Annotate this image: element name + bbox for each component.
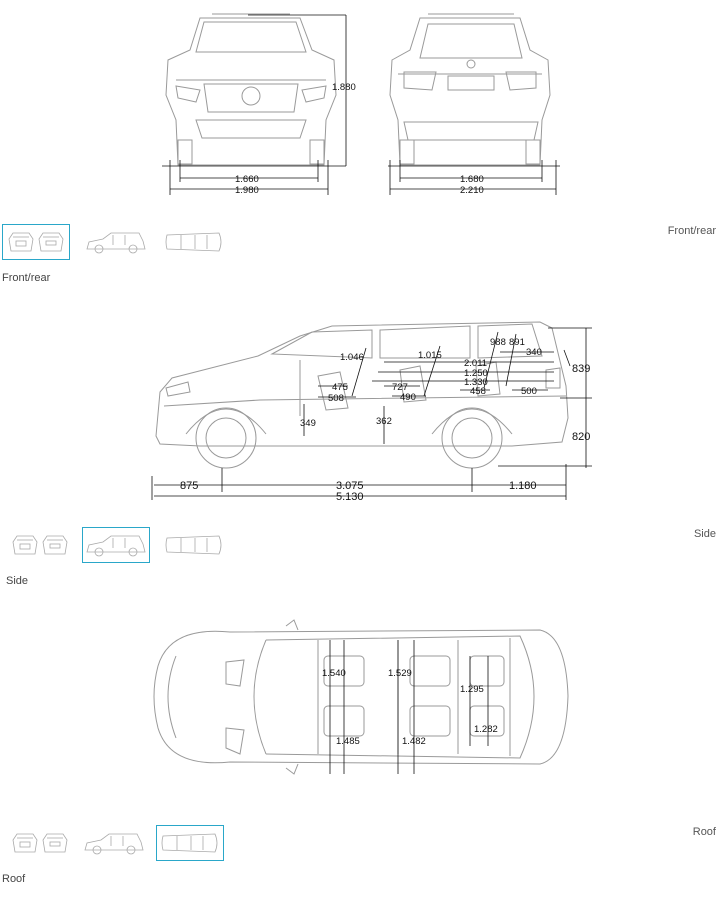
front-rear-drawing: [0, 0, 722, 200]
front-rear-thumbnail[interactable]: [6, 825, 74, 861]
side-panel: [0, 296, 722, 596]
side-thumbnail[interactable]: [82, 224, 150, 260]
front-rear-thumbnail[interactable]: [6, 527, 74, 563]
rear-width-dimension: 2.210: [460, 185, 484, 196]
view-caption-right: Roof: [692, 826, 716, 838]
dimension-label: 875: [180, 480, 199, 492]
dimension-label: 1.529: [388, 668, 412, 679]
front-rear-thumbnail[interactable]: [2, 224, 70, 260]
roof-thumbnail[interactable]: [156, 825, 224, 861]
dimension-label: 5.130: [336, 491, 364, 503]
roof-drawing: [0, 596, 722, 796]
dimension-label: 475: [332, 382, 348, 393]
dimension-label: 500: [521, 386, 537, 397]
side-thumbnail[interactable]: [80, 825, 148, 861]
dimension-label: 1.250: [464, 368, 488, 379]
height-dimension: 1.880: [332, 82, 356, 93]
dimension-label: 3.075: [336, 480, 364, 492]
roof-thumbnail[interactable]: [160, 527, 228, 563]
dimension-label: 1.046: [340, 352, 364, 363]
dimension-label: 490: [400, 392, 416, 403]
view-caption-right: Front/rear: [667, 225, 716, 237]
dimension-label: 1.540: [322, 668, 346, 679]
front-track-dimension: 1.660: [235, 174, 259, 185]
front-width-dimension: 1.980: [235, 185, 259, 196]
dimension-label: 1.015: [418, 350, 442, 361]
dimension-label: 340: [526, 347, 542, 358]
roof-thumbnail[interactable]: [160, 224, 228, 260]
dimension-label: 988: [490, 337, 506, 348]
dimension-label: 727: [392, 382, 408, 393]
dimension-label: 891: [509, 337, 525, 348]
side-drawing: [0, 296, 722, 506]
dimension-label: 349: [300, 418, 316, 429]
dimension-label: 1.180: [509, 480, 537, 492]
view-caption-right: Side: [693, 528, 716, 540]
view-caption-left: Roof: [2, 873, 26, 885]
dimension-label: 1.485: [336, 736, 360, 747]
dimension-label: 2.011: [464, 358, 488, 369]
dimension-label: 1.330: [464, 377, 488, 388]
dimension-label: 1.482: [402, 736, 426, 747]
rear-track-dimension: 1.680: [460, 174, 484, 185]
view-caption-left: Side: [6, 575, 29, 587]
side-thumbnail[interactable]: [82, 527, 150, 563]
dimension-label: 508: [328, 393, 344, 404]
dimension-label: 839: [572, 363, 591, 375]
dimension-label: 820: [572, 431, 591, 443]
dimension-label: 362: [376, 416, 392, 427]
dimension-label: 1.295: [460, 684, 484, 695]
dimension-label: 1.282: [474, 724, 498, 735]
front-rear-panel: [0, 0, 722, 296]
roof-panel: [0, 596, 722, 898]
view-caption-left: Front/rear: [2, 272, 51, 284]
dimension-label: 458: [470, 386, 486, 397]
